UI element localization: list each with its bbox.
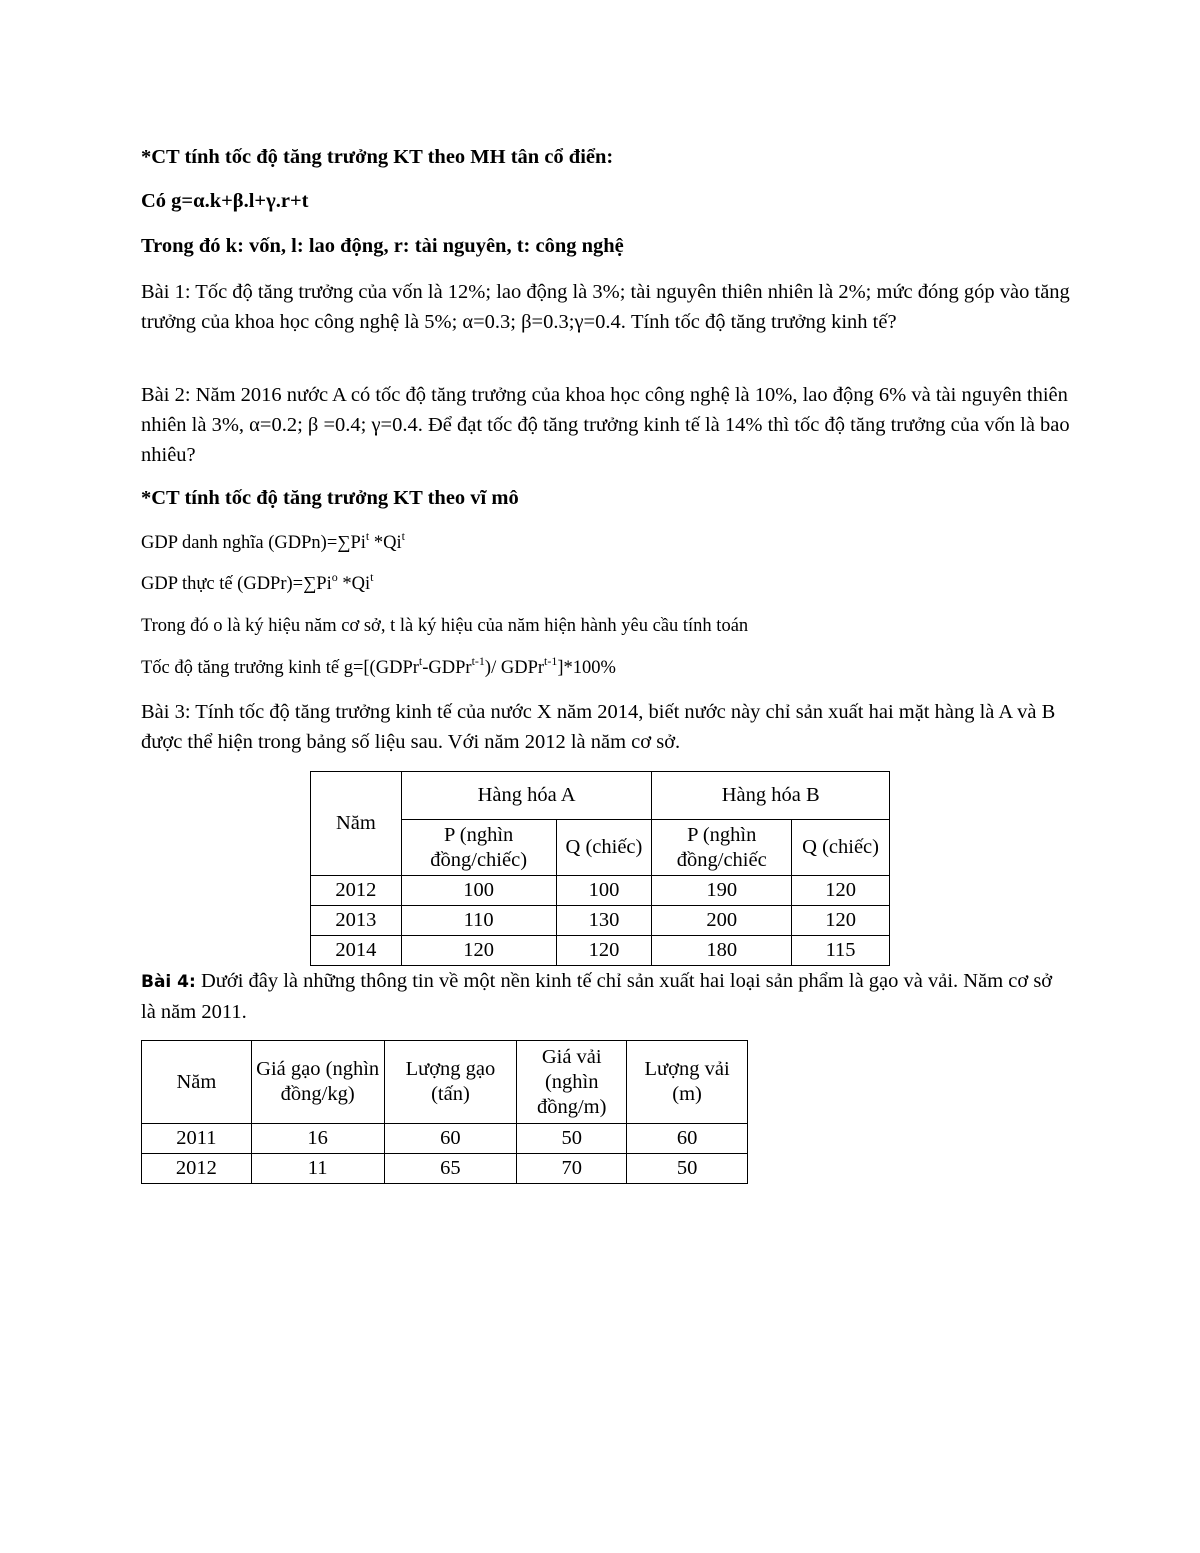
cell: 60 [627,1124,748,1154]
cell: 190 [652,876,792,906]
exercise-4-text: Dưới đây là những thông tin về một nền kinh tế chỉ sản xuất hai loại sản phẩm là gạo và vải. Năm cơ sở là năm 2011. [141,970,1053,1023]
beta-symbol: β [232,190,244,212]
gdpn-text: GDP danh nghĩa (GDPn)=∑Pi [141,533,366,553]
cell: 120 [401,936,556,966]
where-line: Trong đó k: vốn, l: lao động, r: tài nguyên, t: công nghệ [141,235,624,257]
gdpn-sup-2: t [401,528,405,543]
formula-l: .l+ [243,190,267,212]
cell: 120 [556,936,652,966]
growth-a: Tốc độ tăng trưởng kinh tế g=[(GDPr [141,658,419,678]
exercise-2: Bài 2: Năm 2016 nước A có tốc độ tăng trưởng của khoa học công nghệ là 10%, lao động 6% và tài nguyên thiên nhiên là 3%, α=0.2; β =0.4; γ=0.4. Để đạt tốc độ tăng trưởng kinh tế là 14% thì tốc độ tăng trưởng của vốn là bao nhiêu? [141,384,1070,466]
cell: 50 [627,1154,748,1184]
header-cloth-price: Giá vải (nghìn đồng/m) [517,1041,627,1124]
cell: 100 [401,876,556,906]
alpha-symbol: α [193,190,205,212]
header-goods-b: Hàng hóa B [652,772,890,820]
growth-rate-formula [141,653,616,683]
table-exercise-3 [310,771,890,966]
header-year: Năm [311,772,402,876]
header-year: Năm [142,1041,252,1124]
table-row [311,906,890,936]
cell: 2011 [142,1124,252,1154]
cell: 100 [556,876,652,906]
cell: 60 [384,1124,517,1154]
gdpr-sup-2: t [370,569,374,584]
cell: 180 [652,936,792,966]
formula-k: .k+ [204,190,233,212]
gdpr-text: GDP thực tế (GDPr)=∑Pi [141,574,332,594]
cell: 115 [792,936,890,966]
formula-g [141,186,308,216]
header-rice-price: Giá gạo (nghìn đồng/kg) [251,1041,384,1124]
cell: 65 [384,1154,517,1184]
growth-sup-1: t [418,653,423,668]
table-row [142,1154,748,1184]
subheader-qty-a: Q (chiếc) [556,820,652,876]
table-row [311,936,890,966]
table-row [142,1124,748,1154]
heading-macro: *CT tính tốc độ tăng trưởng KT theo vĩ mô [141,487,519,509]
growth-sup-3: t-1 [544,653,558,668]
header-goods-a: Hàng hóa A [401,772,652,820]
growth-c: )/ GDPr [484,658,545,678]
heading-neoclassical: *CT tính tốc độ tăng trưởng KT theo MH tân cổ điển: [141,146,614,168]
formula-rest: .r+t [275,190,309,212]
gdpr-sup-1: o [331,569,338,584]
cell: 2012 [142,1154,252,1184]
table-row [311,876,890,906]
cell: 11 [251,1154,384,1184]
gamma-symbol: γ [266,190,276,212]
cell: 200 [652,906,792,936]
table-exercise-4 [141,1040,748,1184]
cell: 50 [517,1124,627,1154]
formula-prefix: Có g= [141,190,194,212]
exercise-1: Bài 1: Tốc độ tăng trưởng của vốn là 12%; lao động là 3%; tài nguyên thiên nhiên là 2%; mức đóng góp vào tăng trưởng của khoa học công nghệ là 5%; α=0.3; β=0.3;γ=0.4. Tính tốc độ tăng trưởng kinh tế? [141,281,1070,333]
cell: 120 [792,906,890,936]
cell: 2012 [311,876,402,906]
gdp-nominal-formula [141,528,405,558]
subheader-price-a: P (nghìn đồng/chiếc) [401,820,556,876]
cell: 130 [556,906,652,936]
gdpr-mid: *Qi [337,574,371,594]
gdp-real-formula [141,569,373,599]
notation-line: Trong đó o là ký hiệu năm cơ sở, t là ký hiệu của năm hiện hành yêu cầu tính toán [141,616,749,636]
growth-sup-2: t-1 [471,653,485,668]
exercise-4-label-text: Bài 4: [141,972,196,992]
exercise-3: Bài 3: Tính tốc độ tăng trưởng kinh tế của nước X năm 2014, biết nước này chỉ sản xuất hai mặt hàng là A và B được thể hiện trong bảng số liệu sau. Với năm 2012 là năm cơ sở. [141,701,1056,753]
cell: 2013 [311,906,402,936]
gdpn-mid: *Qi [369,533,402,553]
cell: 16 [251,1124,384,1154]
cell: 120 [792,876,890,906]
growth-d: ]*100% [557,658,616,678]
header-cloth-qty: Lượng vải (m) [627,1041,748,1124]
cell: 70 [517,1154,627,1184]
cell: 110 [401,906,556,936]
growth-b: -GDPr [422,658,472,678]
exercise-4-label [141,972,196,992]
header-rice-qty: Lượng gạo (tấn) [384,1041,517,1124]
subheader-price-b: P (nghìn đồng/chiếc [652,820,792,876]
subheader-qty-b: Q (chiếc) [792,820,890,876]
cell: 2014 [311,936,402,966]
gdpn-sup-1: t [365,528,370,543]
exercise-4 [141,966,1071,1027]
